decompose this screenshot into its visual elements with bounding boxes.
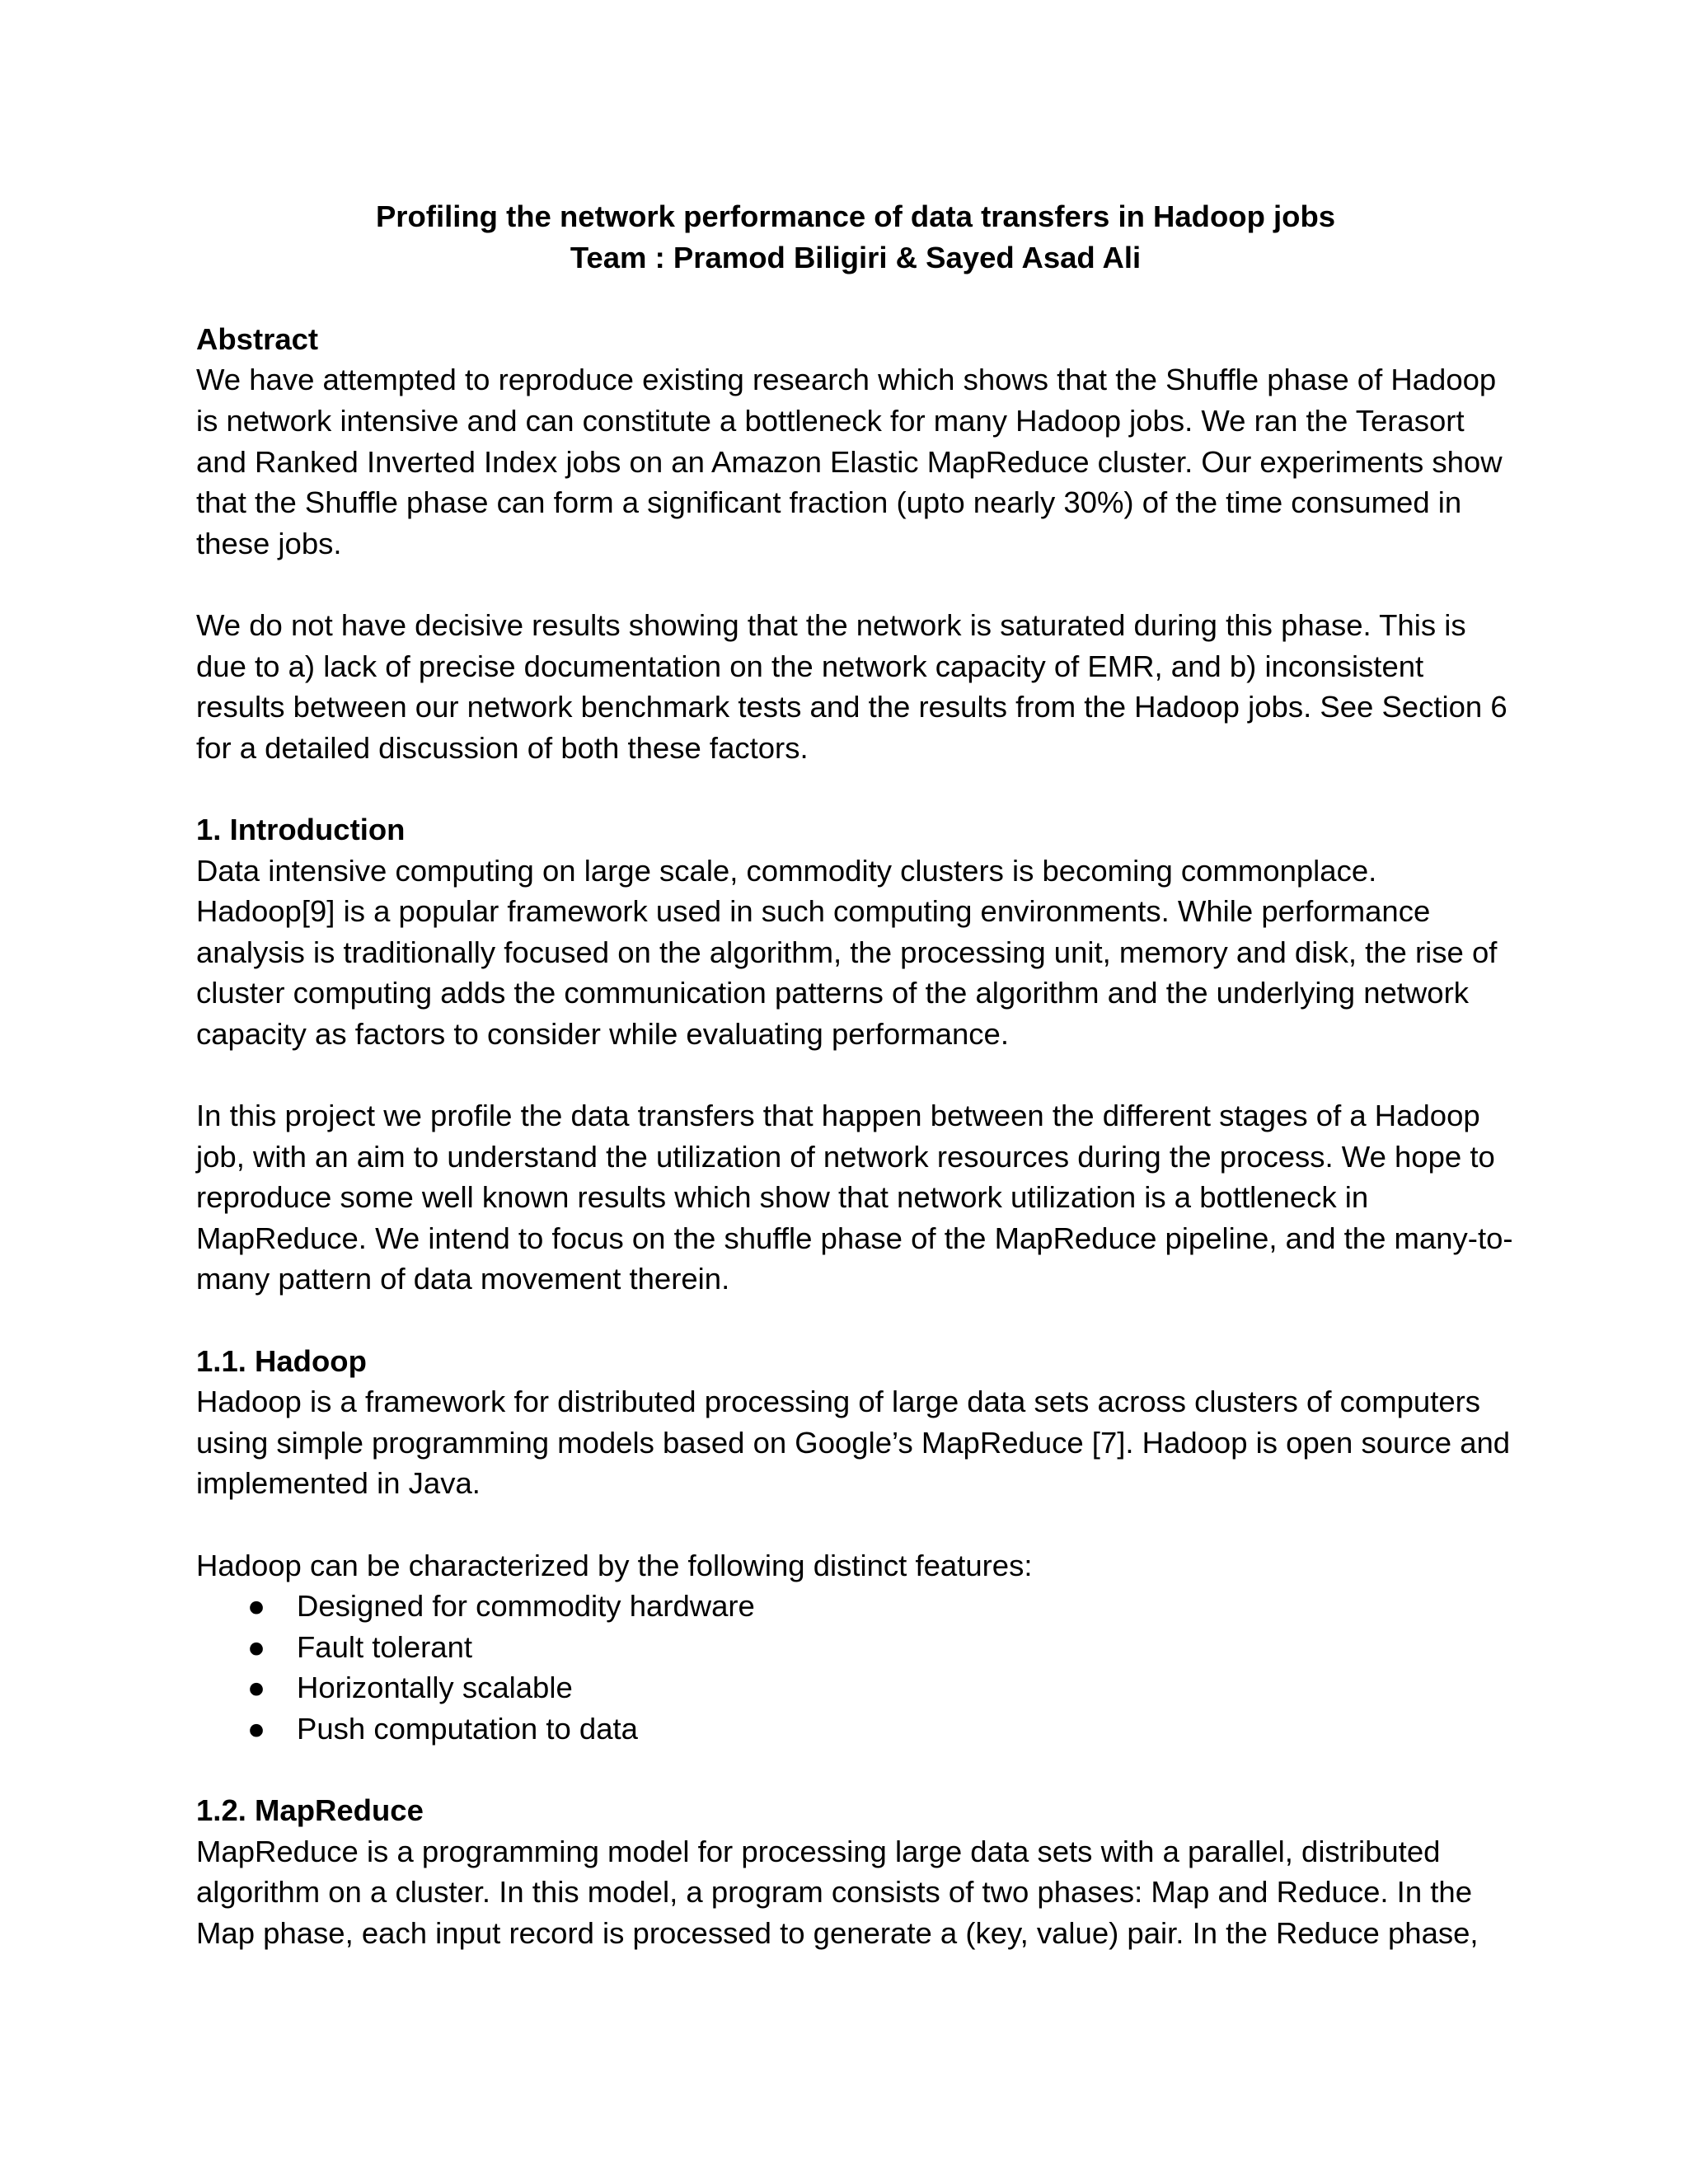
list-item: ● Designed for commodity hardware [196,1586,1515,1627]
mapreduce-paragraph-1: MapReduce is a programming model for processing large data sets with a parallel, distributed algorithm on a cluster. In this model, a program consists of two phases: Map and Reduce. In the Map phase, each input record is processed to generate a (key, value) pair. In the Reduce phase, [196,1834,1479,1950]
list-item: ● Horizontally scalable [196,1667,1515,1708]
hadoop-paragraph-2: Hadoop can be characterized by the following distinct features: [196,1548,1033,1582]
introduction-heading: 1. Introduction [196,812,406,846]
abstract-paragraph-2: We do not have decisive results showing that the network is saturated during this phase. This is due to a) lack of precise documentation on the network capacity of EMR, and b) inconsistent results between our network benchmark tests and the results from the Hadoop jobs. See Section 6 for a detailed discussion of both these factors. [196,607,1507,765]
abstract-paragraph-1: We have attempted to reproduce existing research which shows that the Shuffle phase of Hadoop is network intensive and can constitute a bottleneck for many Hadoop jobs. We ran the Terasort and Ranked Inverted Index jobs on an Amazon Elastic MapReduce cluster. Our experiments show that the Shuffle phase can form a significant fraction (upto nearly 30%) of the time consumed in these jobs. [196,363,1503,560]
introduction-paragraph-2: In this project we profile the data transfers that happen between the different stages of a Hadoop job, with an aim to understand the utilization of network resources during the process. We hope to reproduce some well known results which show that network utilization is a bottleneck in MapReduce. We intend to focus on the shuffle phase of the MapReduce pipeline, and the many-to-many pattern of data movement therein. [196,1099,1513,1296]
abstract-heading: Abstract [196,321,319,356]
introduction-paragraph-1: Data intensive computing on large scale, commodity clusters is becoming commonplace. Hadoop[9] is a popular framework used in such computing environments. While performance analysis is traditionally focused on the algorithm, the processing unit, memory and disk, the rise of cluster computing adds the communication patterns of the algorithm and the underlying network capacity as factors to consider while evaluating performance. [196,853,1498,1051]
bullet-icon: ● [247,1589,266,1624]
paper-title: Profiling the network performance of data transfers in Hadoop jobs [375,199,1336,233]
hadoop-features-list [196,1586,1515,1749]
mapreduce-heading: 1.2. MapReduce [196,1793,424,1828]
list-item: ● Push computation to data [196,1708,1515,1750]
hadoop-heading: 1.1. Hadoop [196,1343,367,1378]
hadoop-paragraph-1: Hadoop is a framework for distributed processing of large data sets across clusters of computers using simple programming models based on Google’s MapReduce [7]. Hadoop is open source and implemented in Java. [196,1385,1511,1501]
bullet-icon: ● [247,1629,266,1664]
list-item: ● Fault tolerant [196,1627,1515,1668]
paper-authors: Team : Pramod Biligiri & Sayed Asad Ali [570,240,1142,274]
paper-page [196,196,1515,1954]
bullet-icon: ● [247,1711,266,1746]
paper-title-block [196,196,1515,278]
bullet-icon: ● [247,1671,266,1705]
